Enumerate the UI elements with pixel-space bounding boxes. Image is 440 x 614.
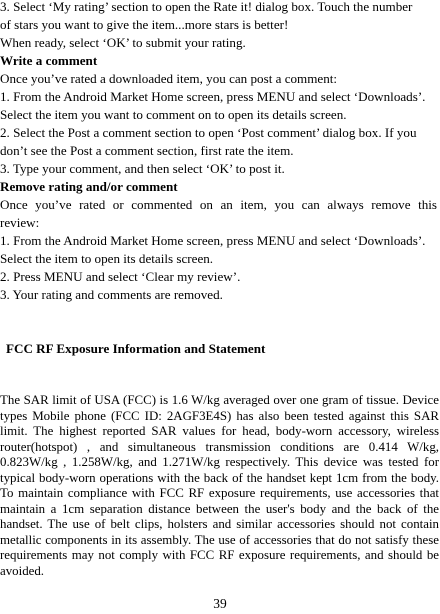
guide-line: of stars you want to give the item...more stars is better! bbox=[0, 17, 289, 32]
guide-line: 1. From the Android Market Home screen, press MENU and select ‘Downloads’. bbox=[0, 89, 426, 104]
guide-line: 2. Select the Post a comment section to open ‘Post comment’ dialog box. If you bbox=[0, 125, 417, 140]
guide-line: 3. Your rating and comments are removed. bbox=[0, 287, 223, 302]
guide-line: don’t see the Post a comment section, first rate the item. bbox=[0, 143, 294, 158]
guide-line: 3. Type your comment, and then select ‘OK’ to post it. bbox=[0, 161, 285, 176]
guide-line: Once you’ve rated or commented on an item, you can always remove this bbox=[0, 197, 437, 212]
page-number: 39 bbox=[213, 596, 227, 611]
guide-line: review: bbox=[0, 215, 40, 230]
fcc-heading: FCC RF Exposure Information and Statement bbox=[6, 341, 266, 356]
guide-line: 3. Select ‘My rating’ section to open the Rate it! dialog box. Touch the number bbox=[0, 0, 413, 14]
section-heading-write-comment: Write a comment bbox=[0, 53, 98, 68]
fcc-body-paragraph: The SAR limit of USA (FCC) is 1.6 W/kg averaged over one gram of tissue. Device types Mobile phone (FCC ID: 2AGF3E4S) has also been tested against this SAR limit. The highest reported SAR values for head, body-worn accessory, wireless router(hotspot) , and simultaneous transmission conditions are 0.414 W/kg, 0.823W/kg , 1.258W/kg, and 1.271W/kg respectively. This device was tested for typical body-worn operations with the back of the handset kept 1cm from the body. To maintain compliance with FCC RF exposure requirements, use accessories that maintain a 1cm separation distance between the user's body and the back of the handset. The use of belt clips, holsters and similar accessories should not contain metallic components in its assembly. The use of accessories that do not satisfy these requirements may not comply with FCC RF exposure requirements, and should be avoided. bbox=[0, 393, 439, 578]
guide-line: Select the item you want to comment on to open its details screen. bbox=[0, 107, 347, 122]
guide-line: Once you’ve rated a downloaded item, you can post a comment: bbox=[0, 71, 338, 86]
guide-line: When ready, select ‘OK’ to submit your rating. bbox=[0, 35, 246, 50]
section-heading-remove-rating: Remove rating and/or comment bbox=[0, 179, 178, 194]
guide-line: 2. Press MENU and select ‘Clear my review’. bbox=[0, 269, 241, 284]
guide-line: 1. From the Android Market Home screen, press MENU and select ‘Downloads’. bbox=[0, 233, 426, 248]
guide-line: Select the item to open its details screen. bbox=[0, 251, 214, 266]
